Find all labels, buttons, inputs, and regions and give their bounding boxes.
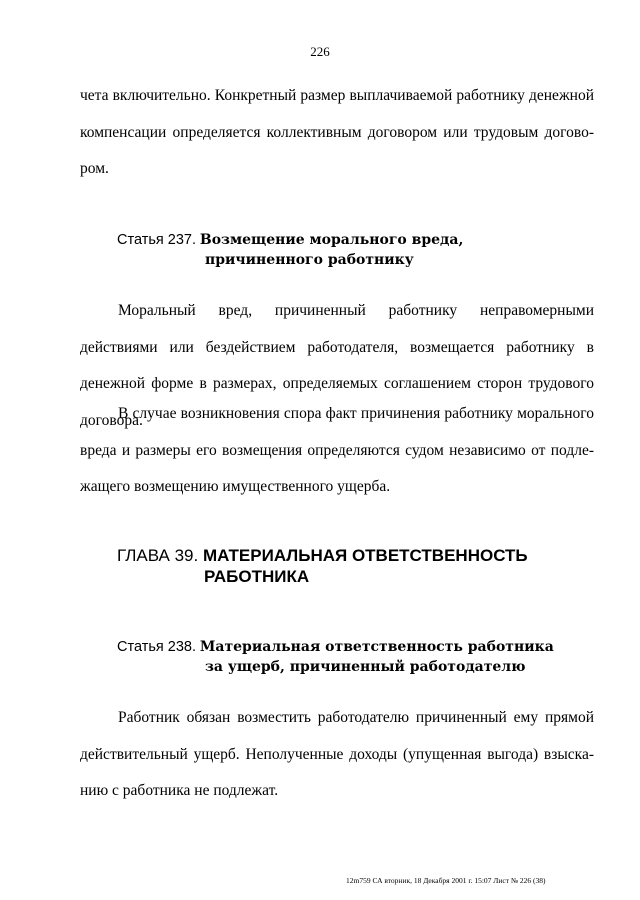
chapter-39-title-line2: РАБОТНИКА — [204, 567, 310, 586]
chapter-39-label: ГЛАВА 39. — [117, 546, 199, 565]
paragraph-continuation: чета включительно. Конкретный размер выплачиваемой работнику денежной компенсации определяется коллективным договором или трудовым догово-ром. — [80, 87, 594, 177]
article-237-heading — [117, 230, 597, 270]
page-footer: 12m759 СА вторник, 18 Декабря 2001 г. 15:07 Лист № 226 (38) — [346, 876, 546, 885]
paragraph-moral-harm: Моральный вред, причиненный работнику неправомерными действиями или бездействием работодателя, возмещается работнику в денежной форме в размерах, определяемых соглашением сторон трудового договора. — [80, 302, 594, 429]
article-237-title-line2: причиненного работнику — [205, 252, 414, 268]
article-237-label: Статья 237. — [117, 232, 196, 248]
article-238-title-line2: за ущерб, причиненный работодателю — [205, 659, 526, 675]
article-238-title-line1: Материальная ответственность работника — [199, 639, 554, 655]
article-237-title-line1: Возмещение морального вреда, — [199, 232, 464, 248]
article-238-heading — [117, 637, 597, 677]
chapter-39-heading — [117, 545, 597, 587]
chapter-39-title-line1: МАТЕРИАЛЬНАЯ ОТВЕТСТВЕННОСТЬ — [202, 546, 528, 565]
paragraph-employee-liability: Работник обязан возместить работодателю причиненный ему прямой действительный ущерб. Неполученные доходы (упущенная выгода) взыска-нию с работника не подлежат. — [80, 709, 594, 799]
article-238-label: Статья 238. — [117, 639, 196, 655]
paragraph-dispute: В случае возникновения спора факт причинения работнику морального вреда и размеры его возмещения определяются судом независимо от подле-жащего возмещению имущественного ущерба. — [80, 405, 594, 495]
page-number: 226 — [310, 44, 330, 59]
